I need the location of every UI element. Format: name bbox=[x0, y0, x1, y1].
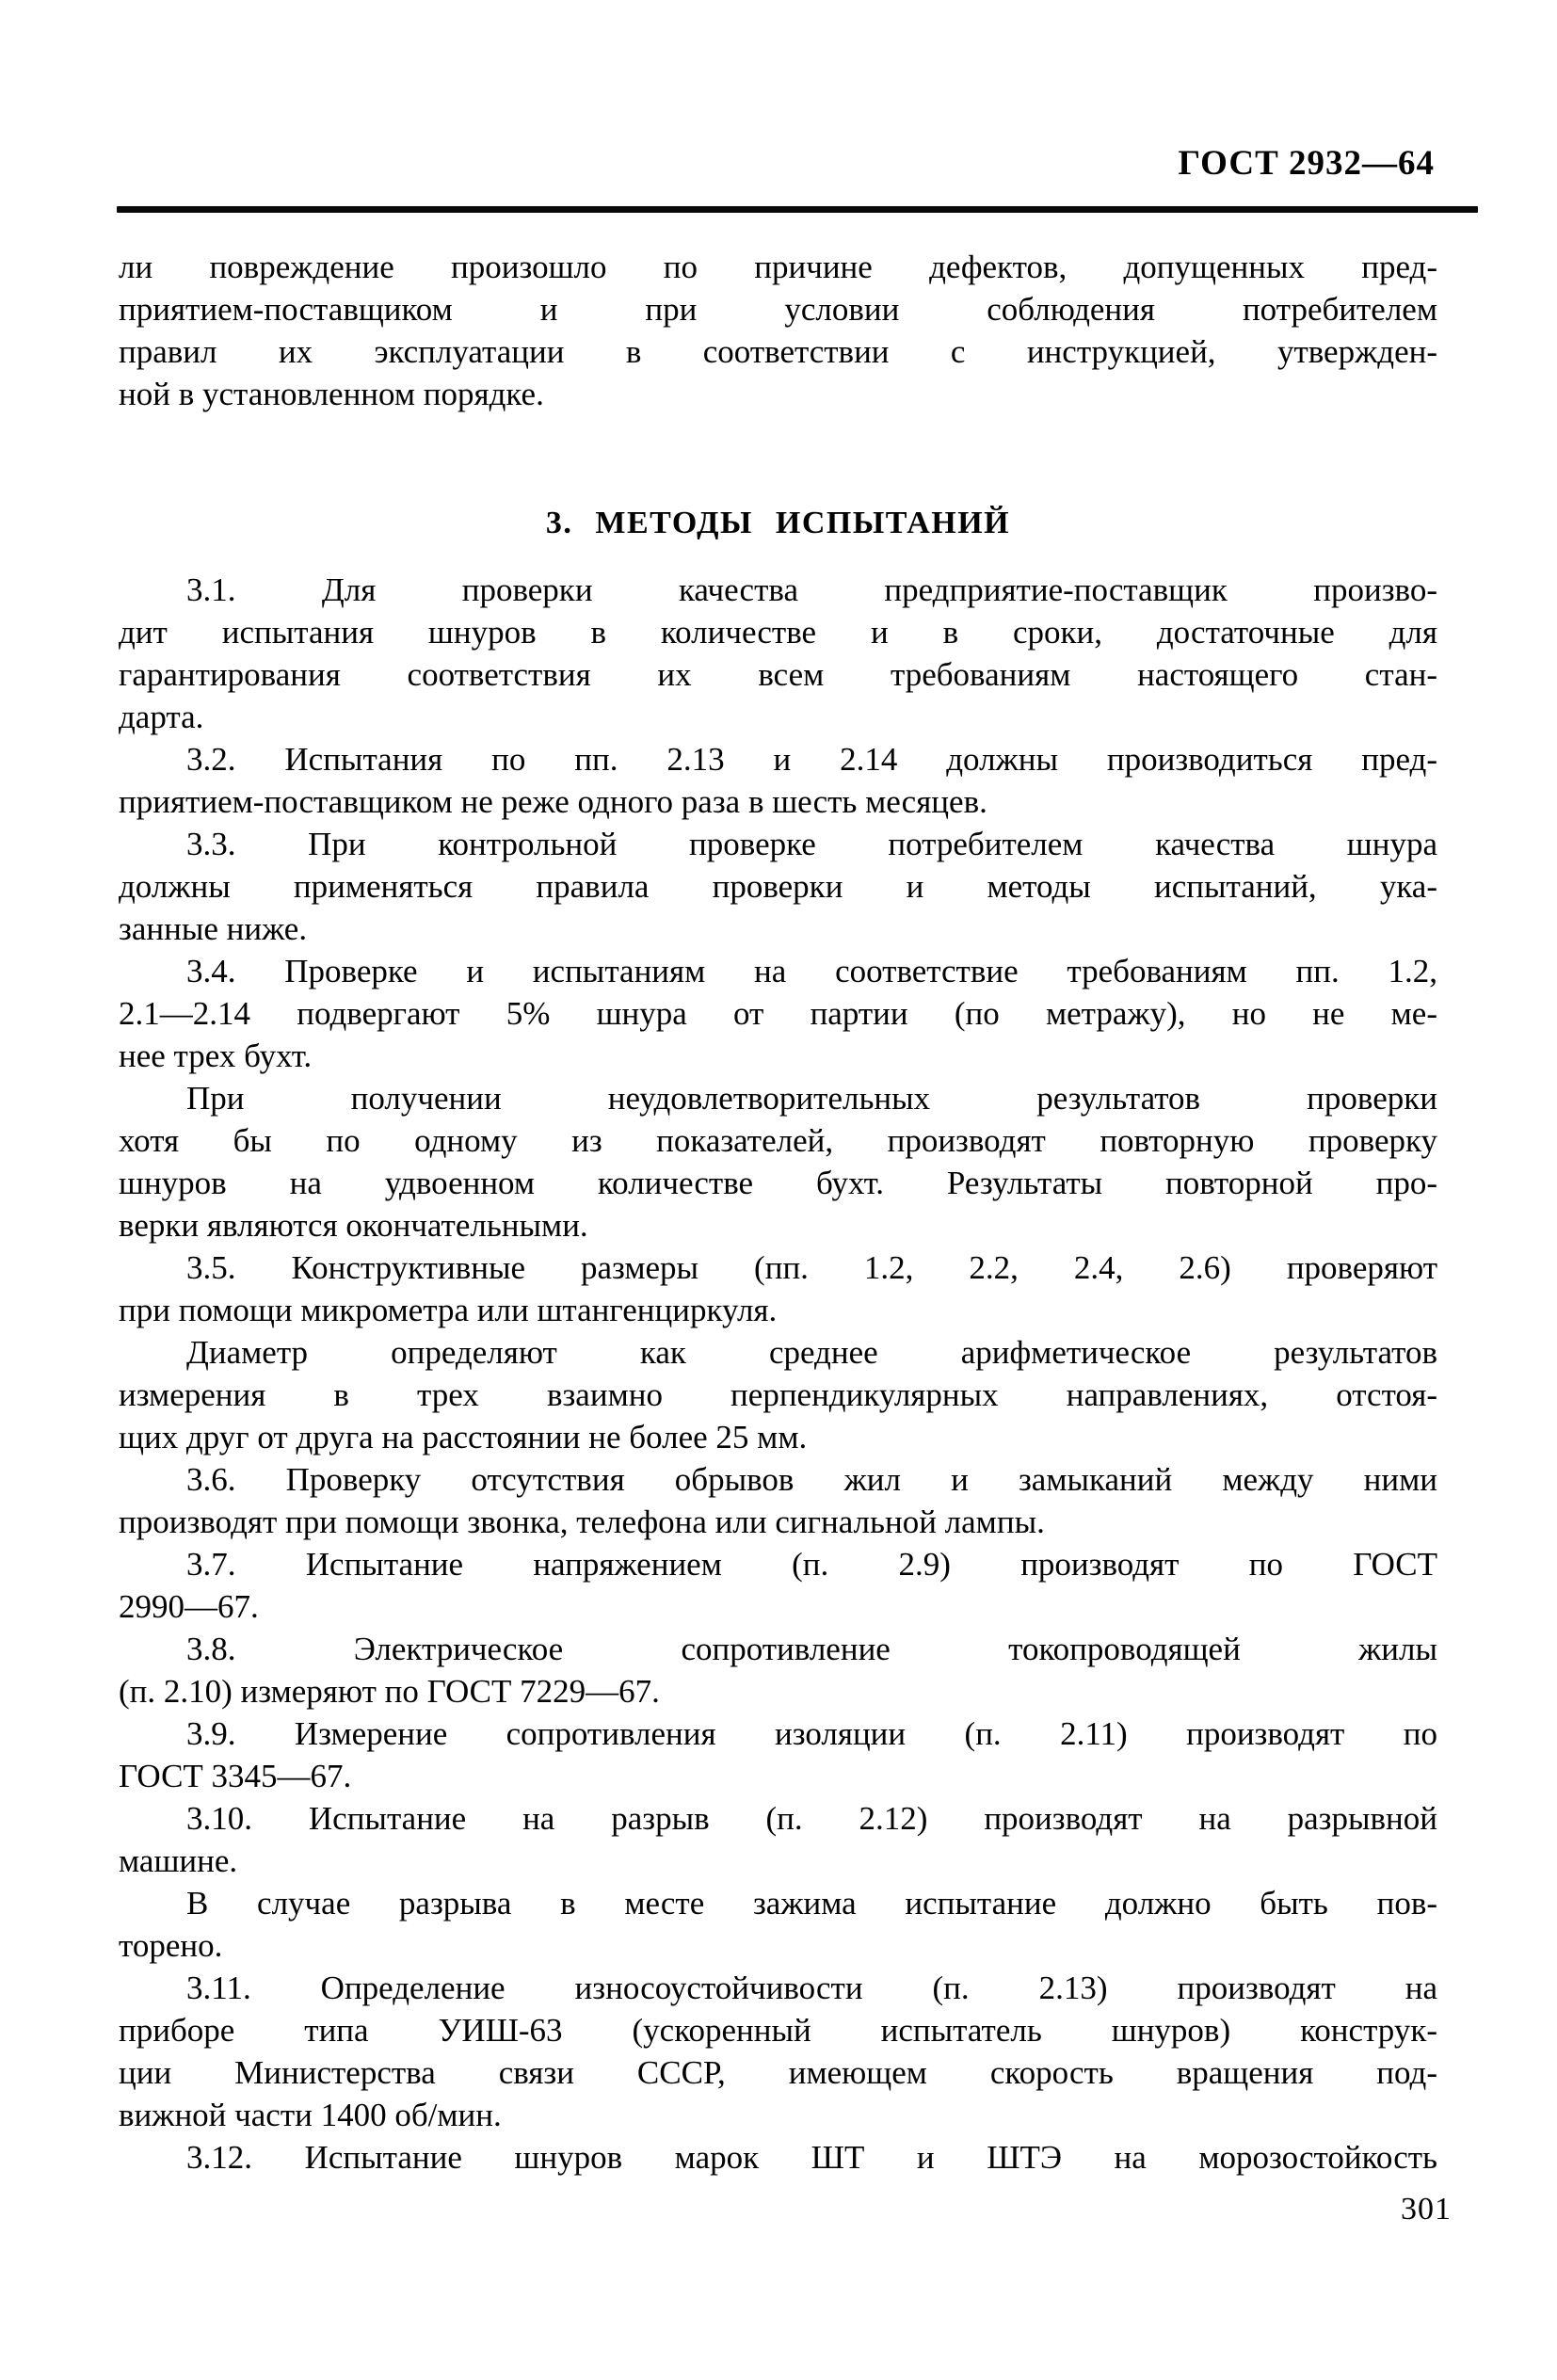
text-line: измерения в трех взаимно перпендикулярных направлениях, отстоя- bbox=[119, 1376, 1437, 1413]
text-line: (п. 2.10) измеряют по ГОСТ 7229—67. bbox=[119, 1673, 660, 1710]
text-line: 3.7. Испытание напряжением (п. 2.9) производят по ГОСТ bbox=[186, 1546, 1437, 1583]
text-line: Диаметр определяют как среднее арифметическое результатов bbox=[186, 1334, 1437, 1371]
text-line: 3.10. Испытание на разрыв (п. 2.12) производят на разрывной bbox=[186, 1800, 1437, 1837]
text-line: 3.6. Проверку отсутствия обрывов жил и замыканий между ними bbox=[186, 1461, 1437, 1498]
text-line: 3.5. Конструктивные размеры (пп. 1.2, 2.2, 2.4, 2.6) проверяют bbox=[186, 1249, 1437, 1286]
text-line: хотя бы по одному из показателей, производят повторную проверку bbox=[119, 1122, 1437, 1159]
text-line: щих друг от друга на расстоянии не более 25 мм. bbox=[119, 1419, 808, 1455]
text-line: при помощи микрометра или штангенциркуля. bbox=[119, 1292, 778, 1328]
text-line: 3.1. Для проверки качества предприятие-поставщик произво- bbox=[186, 571, 1437, 608]
text-line: дарта. bbox=[119, 699, 204, 735]
text-line: машине. bbox=[119, 1842, 238, 1879]
header-rule bbox=[117, 206, 1478, 213]
text-line: приятием-поставщиком и при условии соблюдения потребителем bbox=[119, 291, 1437, 328]
text-line: 3.9. Измерение сопротивления изоляции (п. 2.11) производят по bbox=[186, 1715, 1437, 1752]
text-line: занные ниже. bbox=[119, 910, 308, 947]
text-line: нее трех бухт. bbox=[119, 1037, 313, 1074]
text-line: 3.2. Испытания по пп. 2.13 и 2.14 должны производиться пред- bbox=[186, 741, 1437, 778]
text-line: правил их эксплуатации в соответствии с инструкцией, утвержден- bbox=[119, 333, 1437, 370]
text-line: торено. bbox=[119, 1927, 223, 1964]
text-line: должны применяться правила проверки и методы испытаний, ука- bbox=[119, 868, 1437, 905]
text-line: 3.12. Испытание шнуров марок ШТ и ШТЭ на морозостойкость bbox=[186, 2139, 1437, 2176]
text-line: ГОСТ 3345—67. bbox=[119, 1758, 352, 1794]
text-line: 3.11. Определение износоустойчивости (п. 2.13) производят на bbox=[186, 1970, 1437, 2006]
text-line: 3.3. При контрольной проверке потребителем качества шнура bbox=[186, 826, 1437, 862]
text-line: 3.4. Проверке и испытаниям на соответствие требованиям пп. 1.2, bbox=[186, 953, 1437, 989]
text-line: дит испытания шнуров в количестве и в сроки, достаточные для bbox=[119, 614, 1437, 651]
text-line: 3.8. Электрическое сопротивление токопроводящей жилы bbox=[186, 1631, 1437, 1667]
text-line: ной в установленном порядке. bbox=[119, 376, 544, 412]
page-number: 301 bbox=[1401, 2192, 1452, 2227]
text-line: ции Министерства связи СССР, имеющем скорость вращения под- bbox=[119, 2054, 1437, 2091]
text-line: В случае разрыва в месте зажима испытание должно быть пов- bbox=[186, 1885, 1437, 1922]
text-line: ли повреждение произошло по причине дефектов, допущенных пред- bbox=[119, 249, 1437, 285]
text-line: приятием-поставщиком не реже одного раза в шесть месяцев. bbox=[119, 783, 987, 820]
text-line: 2.1—2.14 подвергают 5% шнура от партии (по метражу), но не ме- bbox=[119, 995, 1437, 1032]
text-line: гарантирования соответствия их всем требованиям настоящего стан- bbox=[119, 656, 1437, 693]
text-line: вижной части 1400 об/мин. bbox=[119, 2097, 502, 2133]
section-heading: 3. МЕТОДЫ ИСПЫТАНИЙ bbox=[545, 506, 1011, 540]
text-line: шнуров на удвоенном количестве бухт. Результаты повторной про- bbox=[119, 1165, 1437, 1201]
standard-number: ГОСТ 2932—64 bbox=[1178, 144, 1435, 183]
text-line: При получении неудовлетворительных результатов проверки bbox=[186, 1080, 1437, 1117]
text-line: приборе типа УИШ-63 (ускоренный испытатель шнуров) конструк- bbox=[119, 2012, 1437, 2049]
document-body bbox=[119, 246, 1437, 2179]
text-line: производят при помощи звонка, телефона или сигнальной лампы. bbox=[119, 1504, 1045, 1540]
text-line: верки являются окончательными. bbox=[119, 1207, 588, 1244]
text-line: 2990—67. bbox=[119, 1588, 259, 1625]
